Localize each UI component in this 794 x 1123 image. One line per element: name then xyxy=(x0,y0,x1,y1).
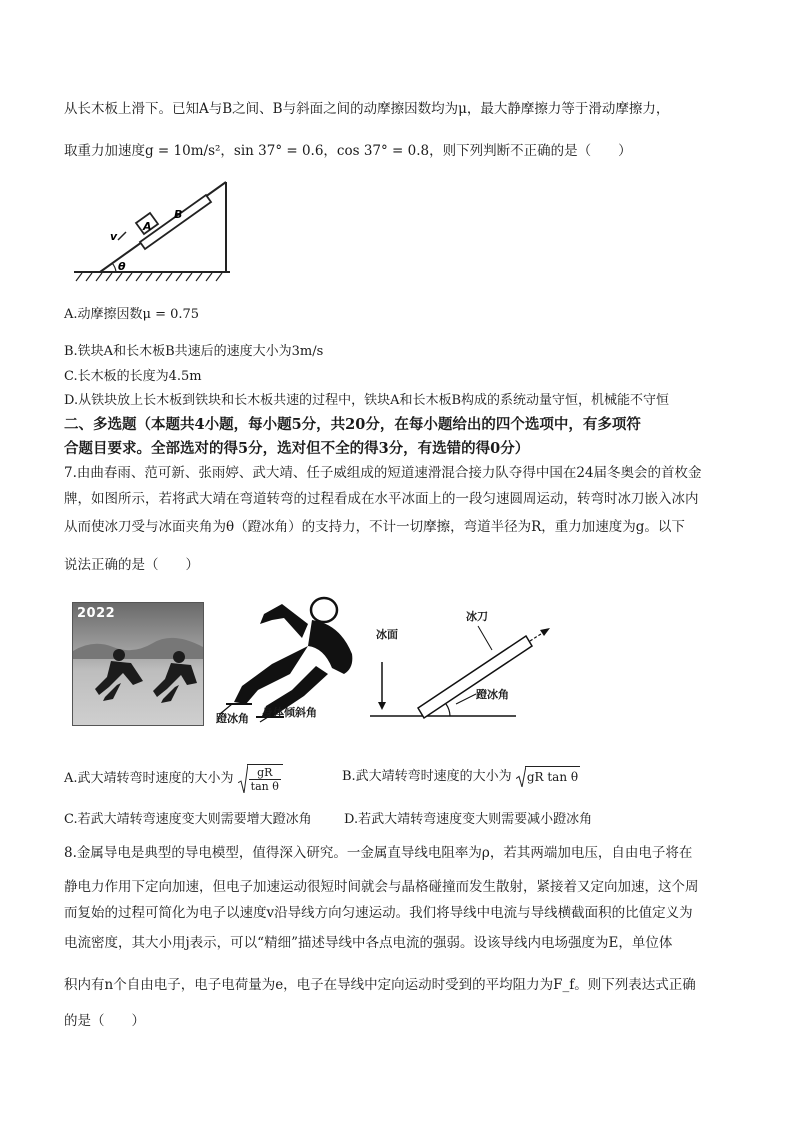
q7-option-c: C.若武大靖转弯速度变大则需要增大蹬冰角 xyxy=(64,812,312,827)
body-angle-label: 身体倾斜角 xyxy=(262,706,317,719)
section2-heading-line2: 合题目要求。全部选对的得5分，选对但不全的得3分，有选错的得0分） xyxy=(64,440,530,457)
board-b-label: B xyxy=(174,208,183,221)
block-a-label: A xyxy=(143,220,152,233)
push-angle-label-fig3: 蹬冰角 xyxy=(476,688,509,701)
q8-stem-line6: 的是（ ） xyxy=(64,1013,145,1029)
fraction-a xyxy=(249,766,281,793)
section2-heading-line1: 二、多选题（本题共4小题，每小题5分，共20分，在每小题给出的四个选项中，有多项符 xyxy=(64,416,641,433)
q8-stem-line5: 积内有n个自由电子，电子电荷量为e，电子在导线中定向运动时受到的平均阻力为F_f。则下列表达式正确 xyxy=(64,977,696,993)
incline-figure xyxy=(66,178,246,284)
q7-stem-line2: 牌，如图所示，若将武大靖在弯道转弯的过程看成在水平冰面上的一段匀速圆周运动，转弯时冰刀嵌入冰内 xyxy=(64,491,699,507)
sqrt-radicand-b: gR tan θ xyxy=(525,766,580,786)
photo-year-label: 2022 xyxy=(77,606,116,621)
fraction-numerator: gR xyxy=(249,766,281,780)
q6-option-a: A.动摩擦因数μ = 0.75 xyxy=(64,307,200,322)
q8-stem-line2: 静电力作用下定向加速，但电子加速运动很短时间就会与晶格碰撞而发生散射，紧接着又定向加速，这个周 xyxy=(64,879,699,895)
q6-stem-line1: 从长木板上滑下。已知A与B之间、B与斜面之间的动摩擦因数均为μ，最大静摩擦力等于滑动摩擦力， xyxy=(64,101,670,117)
q8-stem-line1: 8.金属导电是典型的导电模型，值得深入研究。一金属直导线电阻率为ρ，若其两端加电压，自由电子将在 xyxy=(64,845,693,861)
q7-option-a xyxy=(64,764,283,793)
q7-stem-line1: 7.由曲春雨、范可新、张雨婷、武大靖、任子威组成的短道速滑混合接力队夺得中国在24届冬奥会的首枚金 xyxy=(64,465,702,481)
q6-stem-line2: 取重力加速度g = 10m/s²，sin 37° = 0.6，cos 37° = 0.8，则下列判断不正确的是（ ） xyxy=(64,143,632,159)
blade-label: 冰刀 xyxy=(466,610,488,623)
sqrt-expression-a xyxy=(238,764,283,793)
q7-option-b xyxy=(342,766,580,787)
q7-stem-line4: 说法正确的是（ ） xyxy=(64,557,199,573)
q7-stem-line3: 从而使冰刀受与冰面夹角为θ（蹬冰角）的支持力，不计一切摩擦，弯道半径为R，重力加速度为g。以下 xyxy=(64,519,685,535)
q6-option-d: D.从铁块放上长木板到铁块和长木板共速的过程中，铁块A和长木板B构成的系统动量守恒，机械能不守恒 xyxy=(64,393,670,408)
ice-surface-label: 冰面 xyxy=(376,628,398,641)
skating-photo xyxy=(72,602,204,726)
velocity-label: v xyxy=(110,230,118,243)
q7-option-d: D.若武大靖转弯速度变大则需要减小蹬冰角 xyxy=(344,812,593,827)
q7-option-b-prefix: B.武大靖转弯时速度的大小为 xyxy=(342,769,512,784)
q6-option-c: C.长木板的长度为4.5m xyxy=(64,369,202,384)
push-angle-label-fig2: 蹬冰角 xyxy=(216,712,249,725)
q6-option-b: B.铁块A和长木板B共速后的速度大小为3m/s xyxy=(64,344,324,359)
fraction-denominator: tan θ xyxy=(250,780,279,793)
q8-stem-line3: 而复始的过程可简化为电子以速度v沿导线方向匀速运动。我们将导线中电流与导线横截面积的比值定义为 xyxy=(64,905,693,921)
angle-label: θ xyxy=(118,260,126,273)
sqrt-expression-b xyxy=(516,766,580,787)
q8-stem-line4: 电流密度，其大小用j表示，可以“精细”描述导线中各点电流的强弱。设该导线内电场强度为E，单位体 xyxy=(64,935,673,951)
q7-option-a-prefix: A.武大靖转弯时速度的大小为 xyxy=(64,771,234,786)
